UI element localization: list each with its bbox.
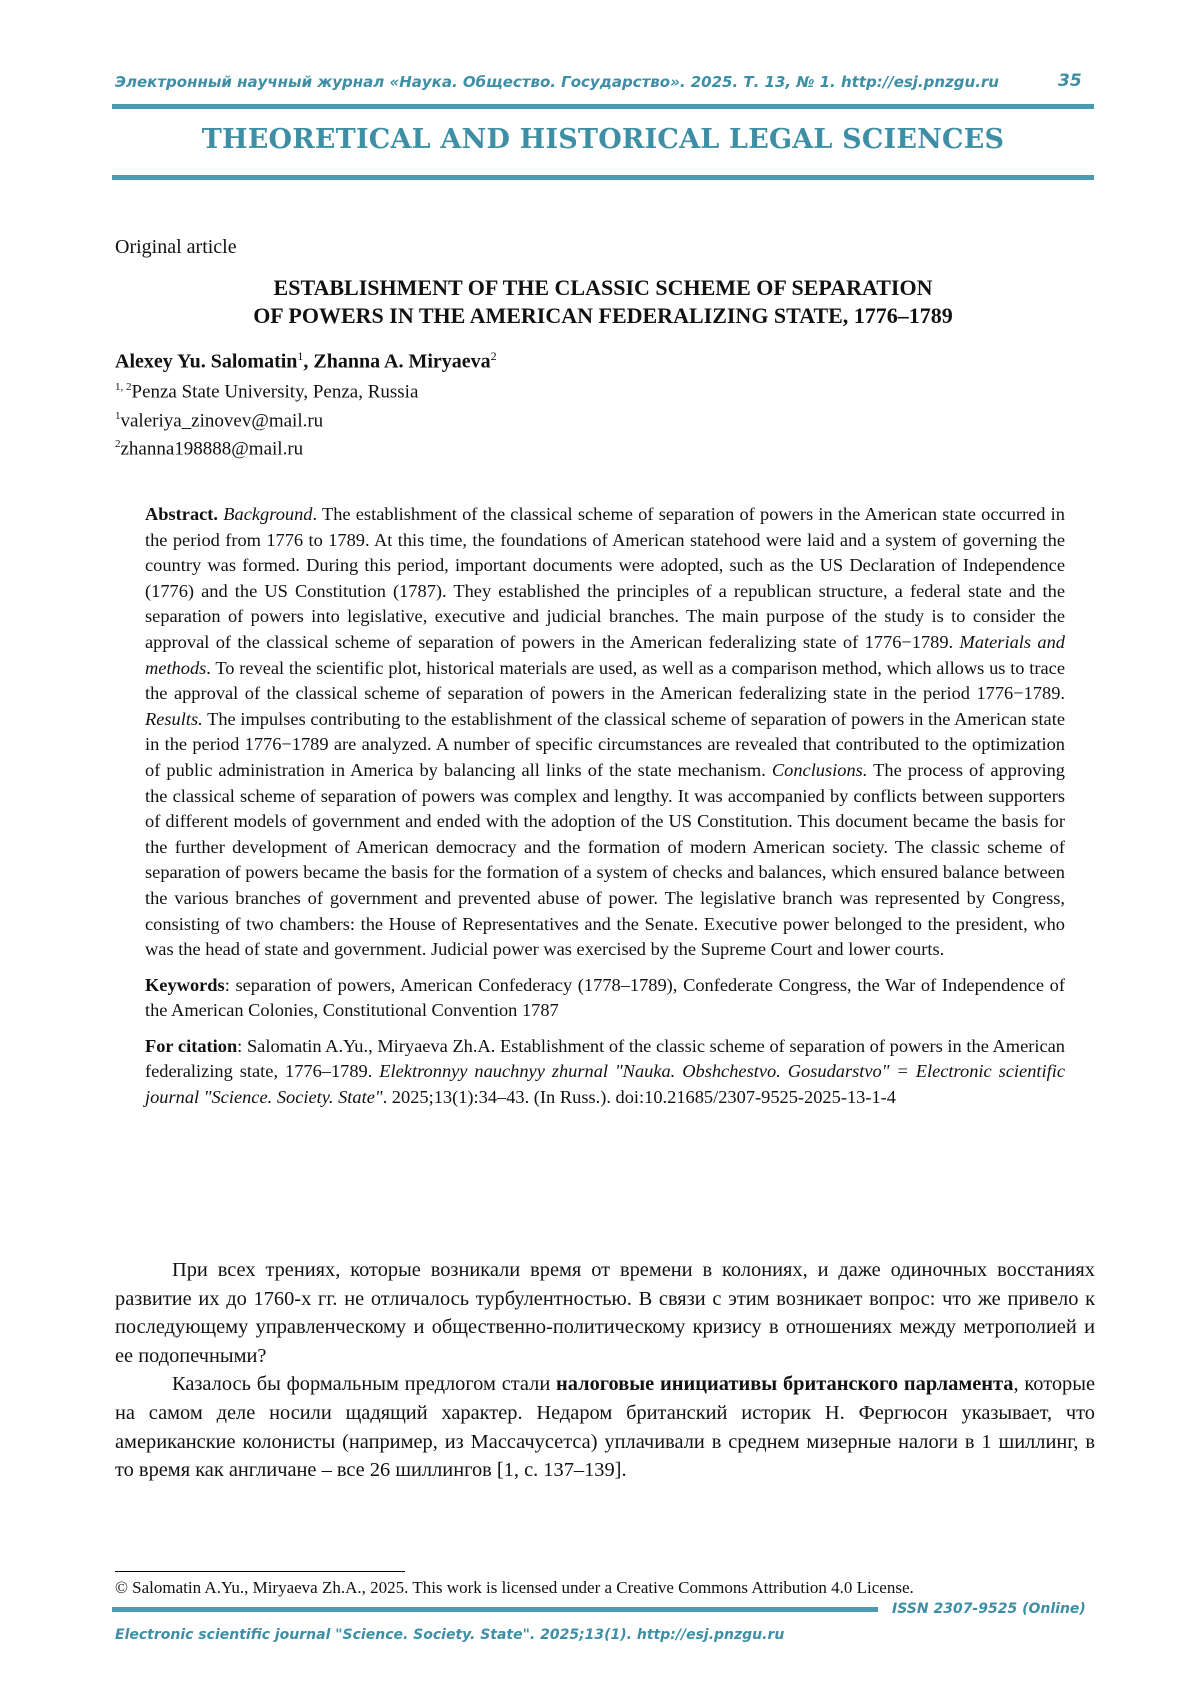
email-2: $^2$zhanna198888@mail.ru (115, 438, 304, 460)
email-1: $^1$valeriya_zinovev@mail.ru (115, 410, 324, 432)
author-1: Alexey Yu. Salomatin (115, 350, 298, 373)
footnote-divider (115, 1571, 405, 1572)
abstract: Abstract. Background. The establishment of the classical scheme of separation of powers in the American state occurred in the period from 1776 to 1789. At this time, the foundations of American statehood were laid and a system of governing the country was formed. During this period, important documents were adopted, such as the US Declaration of Independence (1776) and the US Constitution (1787). They established the principles of a republican structure, a federal state and the separation of powers into legislative, executive and judicial branches. The main purpose of the study is to consider the approval of the classical scheme of separation of powers in the American federalizing state of 1776−1789. Materials and methods. To reveal the scientific plot, historical materials are used, as well as a comparison method, which allows us to trace the approval of the classical scheme of separation of powers in the American federalizing state in the period 1776−1789. Results. The impulses contributing to the establishment of the classical scheme of separation of powers in the American state in the period 1776−1789 are analyzed. A number of specific circumstances are revealed that contributed to the optimization of public administration in America by balancing all links of the state mechanism. Conclusions. The process of approving the classical scheme of separation of powers was complex and lengthy. It was accompanied by conflicts between supporters of different models of government and ended with the adoption of the US Constitution. This document became the basis for the further development of American democracy and the formation of modern American society. The classic scheme of separation of powers became the basis for the formation of a system of checks and balances, which ensured balance between the various branches of government and prevented abuse of power. The legislative branch was represented by Congress, consisting of two chambers: the House of Representatives and the Senate. Executive power belonged to the president, who was the head of state and government. Judicial power was exercised by the Supreme Court and lower courts. (145, 504, 1065, 960)
title-line-1: ESTABLISHMENT OF THE CLASSIC SCHEME OF SEPARATION (273, 275, 933, 300)
issn: ISSN 2307-9525 (Online) (892, 1601, 1086, 1617)
title-line-2: OF POWERS IN THE AMERICAN FEDERALIZING STATE, 1776–1789 (253, 303, 953, 328)
journal-footer: Electronic scientific journal "Science. Society. State". 2025;13(1). http://esj.pnzgu.ru (115, 1627, 785, 1643)
abstract-block (145, 502, 1065, 1121)
keywords-label: Keywords (145, 974, 225, 995)
copyright-footnote: © Salomatin A.Yu., Miryaeva Zh.A., 2025. This work is licensed under a Creative Commons Attribution 4.0 License. (115, 1578, 914, 1597)
article-type: Original article (115, 236, 237, 258)
author-2-sup: 2 (490, 349, 497, 363)
citation: For citation: Salomatin A.Yu., Miryaeva Zh.A. Establishment of the classic scheme of separation of powers in the American federalizing state, 1776–1789. Elektronnyy nauchnyy zhurnal "Nauka. Obshchestvo. Gosudarstvo" = Electronic scientific journal "Science. Society. State". 2025;13(1):34–43. (In Russ.). doi:10.21685/2307-9525-2025-13-1-4 (145, 1035, 1066, 1108)
page-number: 35 (1058, 71, 1082, 91)
body-text (115, 1256, 1095, 1485)
section-title: THEORETICAL AND HISTORICAL LEGAL SCIENCES (201, 124, 1005, 155)
abstract-label: Abstract. (145, 504, 219, 524)
header-divider (112, 104, 1094, 109)
keywords: Keywords: separation of powers, American Confederacy (1778–1789), Confederate Congress, the War of Independence of the American Colonies, Constitutional Convention 1787 (145, 974, 1065, 1021)
body-paragraph-1: При всех трениях, которые возникали время от времени в колониях, и даже одиночных восстаниях развитие их до 1760-х гг. не отличалось турбулентностью. В связи с этим возникает вопрос: что же привело к последующему управленческому и общественно-политическому кризису в отношениях между метрополией и ее подопечными? (115, 1259, 1095, 1367)
journal-header: Электронный научный журнал «Наука. Общество. Государство». 2025. Т. 13, № 1. http://esj.pnzgu.ru (115, 73, 999, 91)
article-title (112, 274, 1094, 330)
affiliation: $^{1, 2}$Penza State University, Penza, Russia (115, 381, 419, 403)
author-2: Zhanna A. Miryaeva (313, 350, 491, 373)
author-1-sup: 1 (297, 349, 304, 363)
footer-divider (112, 1607, 878, 1612)
authors: Alexey Yu. Salomatin$^1$, Zhanna A. Miryaeva$^2$ (115, 349, 497, 373)
section-divider (112, 175, 1094, 180)
citation-label: For citation (145, 1035, 238, 1056)
body-paragraph-2: Казалось бы формальным предлогом стали налоговые инициативы британского парламента, которые на самом деле носили щадящий характер. Недаром британский историк Н. Фергюсон указывает, что американские колонисты (например, из Массачусетса) уплачивали в среднем мизерные налоги в 1 шиллинг, в то время как англичане – все 26 шиллингов [1, с. 137–139]. (115, 1373, 1095, 1482)
